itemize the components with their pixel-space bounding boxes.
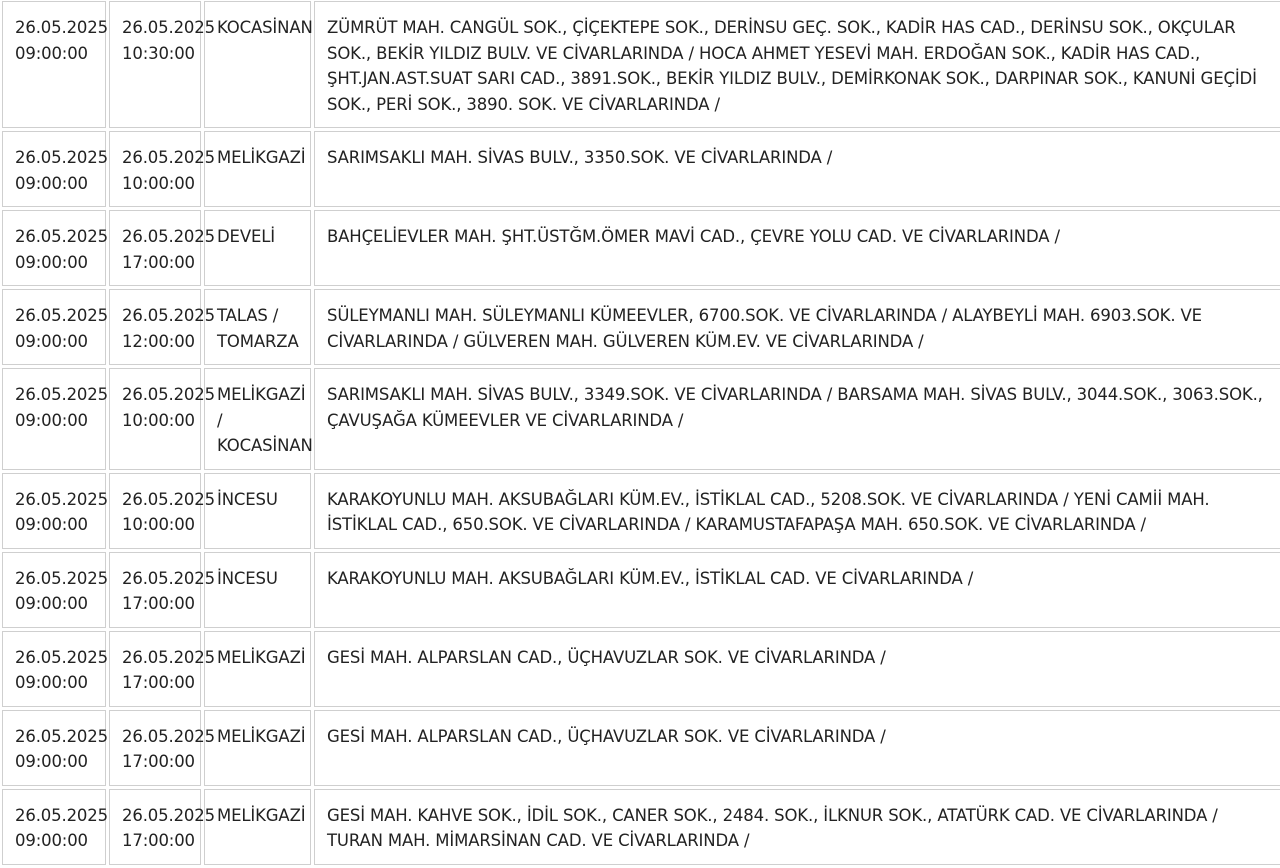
outage-table-body [2, 1, 1280, 865]
address-cell: GESİ MAH. ALPARSLAN CAD., ÜÇHAVUZLAR SOK. VE CİVARLARINDA / [314, 710, 1280, 786]
district-cell: MELİKGAZİ [204, 710, 311, 786]
start-date: 26.05.2025 [15, 489, 108, 509]
end-time: 10:00:00 [122, 515, 195, 534]
end-date: 26.05.2025 [122, 227, 215, 246]
end-date: 26.05.2025 [122, 647, 215, 667]
start-time: 09:00:00 [15, 331, 88, 351]
end-date: 26.05.2025 [122, 18, 215, 37]
district-cell: MELİKGAZİ [204, 789, 311, 865]
table-row [2, 473, 1280, 549]
start-date: 26.05.2025 [15, 18, 108, 37]
table-row [2, 210, 1280, 286]
end-date: 26.05.2025 [122, 489, 215, 509]
start-date: 26.05.2025 [15, 227, 108, 246]
address-cell: GESİ MAH. KAHVE SOK., İDİL SOK., CANER SOK., 2484. SOK., İLKNUR SOK., ATATÜRK CAD. VE CİVARLARINDA / TURAN MAH. MİMARSİNAN CAD. VE CİVARLARINDA / [314, 789, 1280, 865]
start-datetime-cell [2, 289, 106, 365]
end-time: 17:00:00 [122, 594, 195, 613]
end-date: 26.05.2025 [122, 148, 215, 167]
end-date: 26.05.2025 [122, 385, 215, 404]
start-date: 26.05.2025 [15, 385, 108, 404]
district-cell: İNCESU [204, 552, 311, 628]
end-date: 26.05.2025 [122, 568, 215, 588]
table-row [2, 631, 1280, 707]
start-time: 09:00:00 [15, 594, 88, 613]
end-datetime-cell [109, 710, 215, 786]
start-datetime-cell [2, 789, 106, 865]
start-time: 09:00:00 [15, 831, 88, 850]
end-time: 10:30:00 [122, 43, 195, 63]
table-row [2, 710, 1280, 786]
end-date: 26.05.2025 [122, 805, 215, 825]
start-date: 26.05.2025 [15, 148, 108, 167]
district-cell: MELİKGAZİ [204, 131, 311, 207]
table-row [2, 1, 1280, 128]
start-datetime-cell [2, 631, 106, 707]
table-row [2, 131, 1280, 207]
district-cell: KOCASİNAN [204, 1, 311, 128]
end-date: 26.05.2025 [122, 306, 215, 325]
end-datetime-cell [109, 289, 215, 365]
district-cell: TALAS / TOMARZA [204, 289, 311, 365]
start-datetime-cell [2, 131, 106, 207]
district-cell: İNCESU [204, 473, 311, 549]
end-datetime-cell [109, 473, 215, 549]
table-row [2, 789, 1280, 865]
start-time: 09:00:00 [15, 673, 88, 692]
address-cell: ZÜMRÜT MAH. CANGÜL SOK., ÇİÇEKTEPE SOK., DERİNSU GEÇ. SOK., KADİR HAS CAD., DERİNSU SOK., OKÇULAR SOK., BEKİR YILDIZ BULV. VE CİVARLARINDA / HOCA AHMET YESEVİ MAH. ERDOĞAN SOK., KADİR HAS CAD., ŞHT.JAN.AST.SUAT SARI CAD., 3891.SOK., BEKİR YILDIZ BULV., DEMİRKONAK SOK., DARPINAR SOK., KANUNİ GEÇİDİ SOK., PERİ SOK., 3890. SOK. VE CİVARLARINDA / [314, 1, 1280, 128]
start-time: 09:00:00 [15, 410, 88, 430]
start-datetime-cell [2, 1, 106, 128]
start-date: 26.05.2025 [15, 805, 108, 825]
start-time: 09:00:00 [15, 515, 88, 534]
address-cell: KARAKOYUNLU MAH. AKSUBAĞLARI KÜM.EV., İSTİKLAL CAD., 5208.SOK. VE CİVARLARINDA / YENİ CAMİİ MAH. İSTİKLAL CAD., 650.SOK. VE CİVARLARINDA / KARAMUSTAFAPAŞA MAH. 650.SOK. VE CİVARLARINDA / [314, 473, 1280, 549]
end-datetime-cell [109, 131, 215, 207]
end-datetime-cell [109, 789, 215, 865]
start-time: 09:00:00 [15, 752, 88, 771]
end-datetime-cell [109, 1, 215, 128]
address-cell: KARAKOYUNLU MAH. AKSUBAĞLARI KÜM.EV., İSTİKLAL CAD. VE CİVARLARINDA / [314, 552, 1280, 628]
end-time: 12:00:00 [122, 331, 195, 351]
district-cell: MELİKGAZİ [204, 631, 311, 707]
address-cell: SÜLEYMANLI MAH. SÜLEYMANLI KÜMEEVLER, 6700.SOK. VE CİVARLARINDA / ALAYBEYLİ MAH. 6903.SOK. VE CİVARLARINDA / GÜLVEREN MAH. GÜLVEREN KÜM.EV. VE CİVARLARINDA / [314, 289, 1280, 365]
start-datetime-cell [2, 368, 106, 470]
start-datetime-cell [2, 710, 106, 786]
address-cell: SARIMSAKLI MAH. SİVAS BULV., 3350.SOK. VE CİVARLARINDA / [314, 131, 1280, 207]
end-time: 17:00:00 [122, 252, 195, 272]
start-time: 09:00:00 [15, 43, 88, 63]
address-cell: SARIMSAKLI MAH. SİVAS BULV., 3349.SOK. VE CİVARLARINDA / BARSAMA MAH. SİVAS BULV., 3044.SOK., 3063.SOK., ÇAVUŞAĞA KÜMEEVLER VE CİVARLARINDA / [314, 368, 1280, 470]
end-time: 10:00:00 [122, 410, 195, 430]
start-date: 26.05.2025 [15, 568, 108, 588]
address-cell: BAHÇELİEVLER MAH. ŞHT.ÜSTĞM.ÖMER MAVİ CAD., ÇEVRE YOLU CAD. VE CİVARLARINDA / [314, 210, 1280, 286]
end-time: 17:00:00 [122, 831, 195, 850]
end-datetime-cell [109, 552, 215, 628]
start-date: 26.05.2025 [15, 306, 108, 325]
start-date: 26.05.2025 [15, 647, 108, 667]
start-date: 26.05.2025 [15, 726, 108, 746]
end-datetime-cell [109, 631, 215, 707]
start-datetime-cell [2, 552, 106, 628]
start-datetime-cell [2, 210, 106, 286]
end-datetime-cell [109, 210, 215, 286]
start-time: 09:00:00 [15, 252, 88, 272]
end-date: 26.05.2025 [122, 726, 215, 746]
district-cell: DEVELİ [204, 210, 311, 286]
end-datetime-cell [109, 368, 215, 470]
table-row [2, 289, 1280, 365]
table-row [2, 368, 1280, 470]
address-cell: GESİ MAH. ALPARSLAN CAD., ÜÇHAVUZLAR SOK. VE CİVARLARINDA / [314, 631, 1280, 707]
district-cell: MELİKGAZİ / KOCASİNAN [204, 368, 311, 470]
table-row [2, 552, 1280, 628]
end-time: 17:00:00 [122, 673, 195, 692]
start-time: 09:00:00 [15, 173, 88, 193]
end-time: 10:00:00 [122, 173, 195, 193]
start-datetime-cell [2, 473, 106, 549]
end-time: 17:00:00 [122, 752, 195, 771]
